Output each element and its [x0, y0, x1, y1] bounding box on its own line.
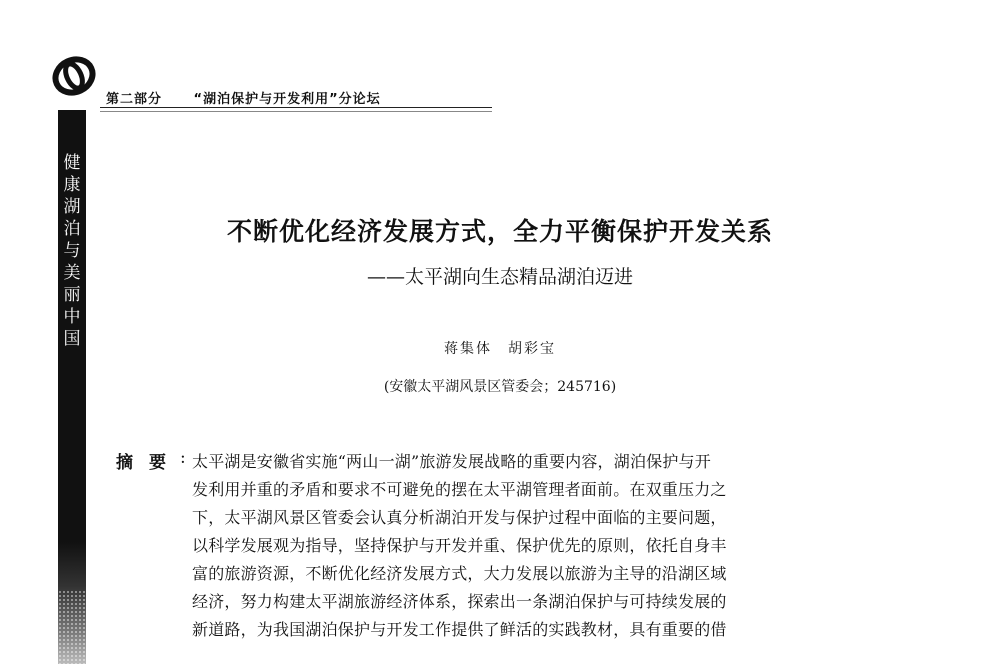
- sidebar-char: 康: [63, 175, 81, 195]
- sidebar-char: 美: [63, 263, 81, 283]
- article-affiliation: (安徽太平湖风景区管委会；245716): [383, 379, 617, 395]
- abstract-line: 太平湖是安徽省实施“两山一湖”旅游发展战略的重要内容，湖泊保护与开: [192, 452, 711, 471]
- sidebar-char: 丽: [63, 285, 81, 305]
- header-rule-thin: [100, 111, 492, 112]
- sidebar-char: 国: [63, 329, 81, 349]
- article-authors: 蒋集体 胡彩宝: [444, 341, 556, 357]
- abstract-line: 经济，努力构建太平湖旅游经济体系，探索出一条湖泊保护与可持续发展的: [192, 592, 727, 611]
- sidebar-char: 湖: [63, 197, 81, 217]
- abstract-line: 发利用并重的矛盾和要求不可避免的摆在太平湖管理者面前。在双重压力之: [192, 480, 727, 499]
- abstract-line: 下，太平湖风景区管委会认真分析湖泊开发与保护过程中面临的主要问题，: [192, 508, 727, 527]
- sidebar-char: 泊: [63, 219, 81, 239]
- abstract-line: 以科学发展观为指导，坚持保护与开发并重、保护优先的原则，依托自身丰: [192, 536, 727, 555]
- sidebar-char: 健: [63, 153, 81, 173]
- abstract-colon: :: [180, 448, 186, 468]
- abstract-body: [192, 448, 892, 644]
- header-section: 第二部分: [106, 92, 163, 107]
- article-subtitle: ——太平湖向生态精品湖泊迈进: [366, 266, 633, 288]
- spiral-logo-icon: [52, 54, 98, 98]
- abstract-label: 摘要: [116, 453, 182, 473]
- running-header: [106, 88, 381, 107]
- sidebar-char: 中: [63, 307, 81, 327]
- abstract-line: 新道路，为我国湖泊保护与开发工作提供了鲜活的实践教材，具有重要的借: [192, 620, 727, 639]
- abstract-line: 富的旅游资源，不断优化经济发展方式，大力发展以旅游为主导的沿湖区域: [192, 564, 727, 583]
- header-rule: [100, 107, 492, 108]
- sidebar-char: 与: [63, 241, 81, 261]
- header-forum: “湖泊保护与开发利用”分论坛: [193, 92, 381, 107]
- sidebar-texture: [58, 590, 86, 664]
- sidebar-vertical-title: [58, 152, 86, 350]
- article-title: 不断优化经济发展方式，全力平衡保护开发关系: [226, 217, 773, 246]
